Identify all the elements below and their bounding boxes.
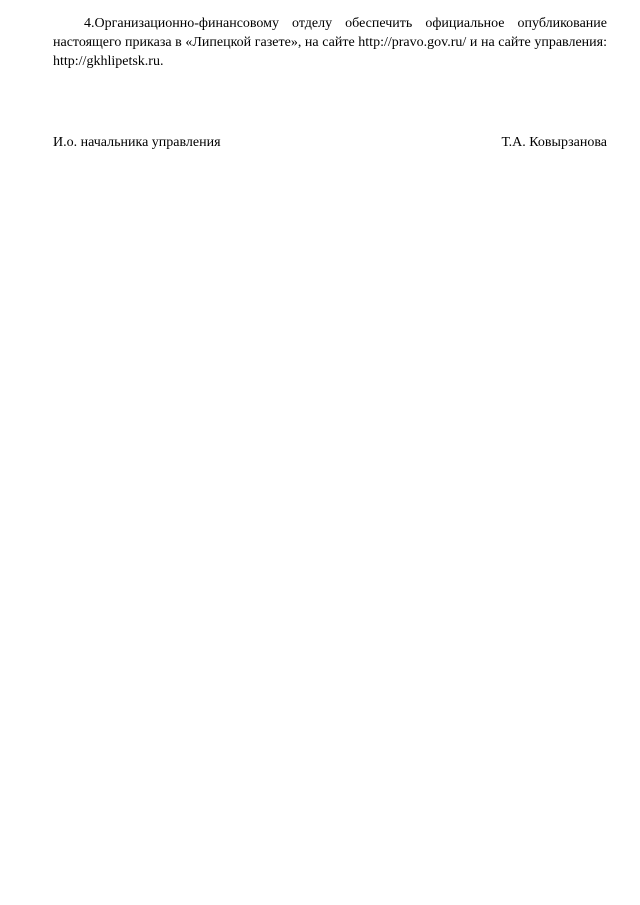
signature-name: Т.А. Ковырзанова bbox=[501, 135, 607, 150]
signature-block bbox=[53, 133, 607, 152]
paragraph-4: 4.Организационно-финансовому отделу обеспечить официальное опубликование настоящего приказа в «Липецкой газете», на сайте http://pravo.gov.ru/ и на сайте управления: http://gkhlipetsk.ru. bbox=[53, 16, 607, 69]
signature-position: И.о. начальника управления bbox=[53, 135, 221, 150]
